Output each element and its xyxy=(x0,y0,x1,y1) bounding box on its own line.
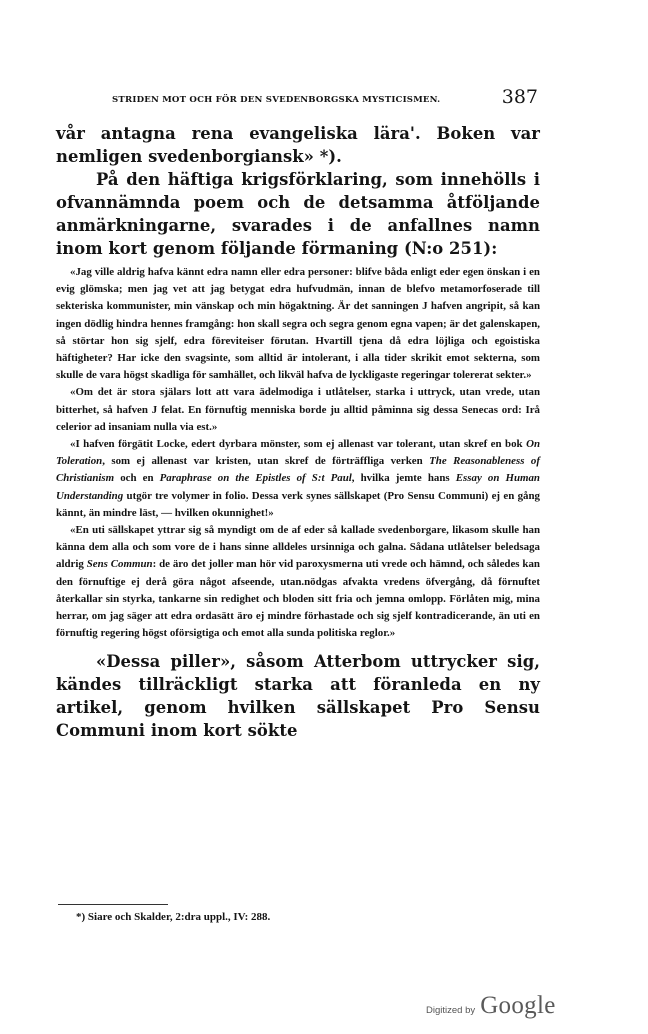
paragraph-declaration: På den häftiga krigsförklaring, som innehölls i ofvannämnda poem och de detsamma åtföljande anmärkningarne, svarades i de anfallnes namn inom kort genom följande förmaning (N:o 251): xyxy=(56,170,540,258)
term-sens-commun: Sens Commun xyxy=(86,558,153,571)
digitized-watermark xyxy=(426,992,556,1022)
book-title-on-toleration: On Toleration xyxy=(56,438,540,468)
book-title-paraphrase: Paraphrase on the Epistles of S:t Paul xyxy=(159,472,352,485)
running-title: STRIDEN MOT OCH FÖR DEN SVEDENBORGSKA MYSTICISMEN. xyxy=(112,95,441,105)
body-text xyxy=(56,122,540,742)
book-title-reasonableness: The Reasonableness of Christianism xyxy=(56,455,540,485)
quote-paragraph-4 xyxy=(56,522,540,642)
paragraph-pills: «Dessa piller», såsom Atterbom uttrycker sig, kändes tillräckligt starka att föranleda en ny artikel, genom hvilken sällskapet Pro Sensu Communi inom kort sökte xyxy=(56,652,540,741)
page-header xyxy=(70,86,540,110)
footnote-divider xyxy=(58,904,168,905)
book-title-essay: Essay on Human Understanding xyxy=(56,472,540,502)
quote-3-text-g: , hvilka jemte hans xyxy=(351,472,456,485)
quote-paragraph-1: «Jag ville aldrig hafva kännt edra namn eller edra personer: blifve båda enligt eder egen önskan i en evig glömska; men jag vet att jag betygat edra hufvudmän, innan de blefvo metamorfoserade till sekteriska kommunister, min vänskap och min högaktning. Är det sanningen J hafven angripit, så kan ingen dödlig hindra hennes framgång: hon skall segra och segra genom egna vapen; är det galenskapen, så störtar hon sig sjelf, edra föreviteiser förutan. Hvartill tjena då edra löjliga och egoistiska häftigheter? Har icke den svagsinte, som alltid är intolerant, i alla tider skrikit emot sekterna, som skulle de vara högst skadliga för samhället, och likväl hafva de lyckligaste regeringar tolererat sekter.» xyxy=(56,266,540,382)
quote-3-text-i: utgör tre volymer in folio. Dessa verk synes sällskapet (Pro Sensu Communi) ej en gång kännt, än mindre läst, — hvilken okunnighet!» xyxy=(56,489,540,519)
google-logo: Google xyxy=(480,992,556,1019)
paragraph-continuation: vår antagna rena evangeliska lära'. Boken var nemligen svedenborgiansk» *). xyxy=(56,124,540,166)
quote-paragraph-3 xyxy=(56,436,540,522)
quote-4-text-c: : de äro det joller man hör vid paroxysmerna uti vrede och hämnd, och således kan den förnuftige ej derå göra något afseende, utan.nödgas afvakta vredens öfvergång, då förnuftet återkallar sin styrka, tankarne sin redighet och bloden sitt fria och jemna omlopp. Förlåten mig, mina herrar, om jag säger att edra ordasätt äro ej mindre förhastade och sig sjelf kontradicerande, än uti en förnuftig regering högst oförsigtiga och emot alla sunda politiska reglor.» xyxy=(56,558,540,640)
page-number: 387 xyxy=(501,86,538,108)
quote-3-text-e: och en xyxy=(114,472,160,485)
watermark-prefix: Digitized by xyxy=(426,1005,476,1016)
footnote: *) Siare och Skalder, 2:dra uppl., IV: 288. xyxy=(76,911,271,923)
quote-3-text-a: «I hafven förgätit Locke, edert dyrbara mönster, som ej allenast var tolerant, utan skref en bok xyxy=(70,438,527,451)
quote-4-text-a: «En uti sällskapet yttrar sig så myndigt om de af eder så kallade svedenborgare, likasom skulle han känna dem alla och som vore de i hans sinne alldeles ursinniga och galna. Sådana utlåtelser beledsaga aldrig xyxy=(56,524,540,571)
quoted-admonition xyxy=(56,264,540,642)
quote-3-text-c: , som ej allenast var kristen, utan skref de förträffliga verken xyxy=(102,455,430,468)
quote-paragraph-2: «Om det är stora själars lott att vara ädelmodiga i utlåtelser, starka i uttryck, utan vrede, utan bitterhet, så hafven J felat. En förnuftig menniska borde ju alltid påminna sig dessa Senecas ord: Irå celerior ad insaniam nulla via est.» xyxy=(56,386,540,433)
